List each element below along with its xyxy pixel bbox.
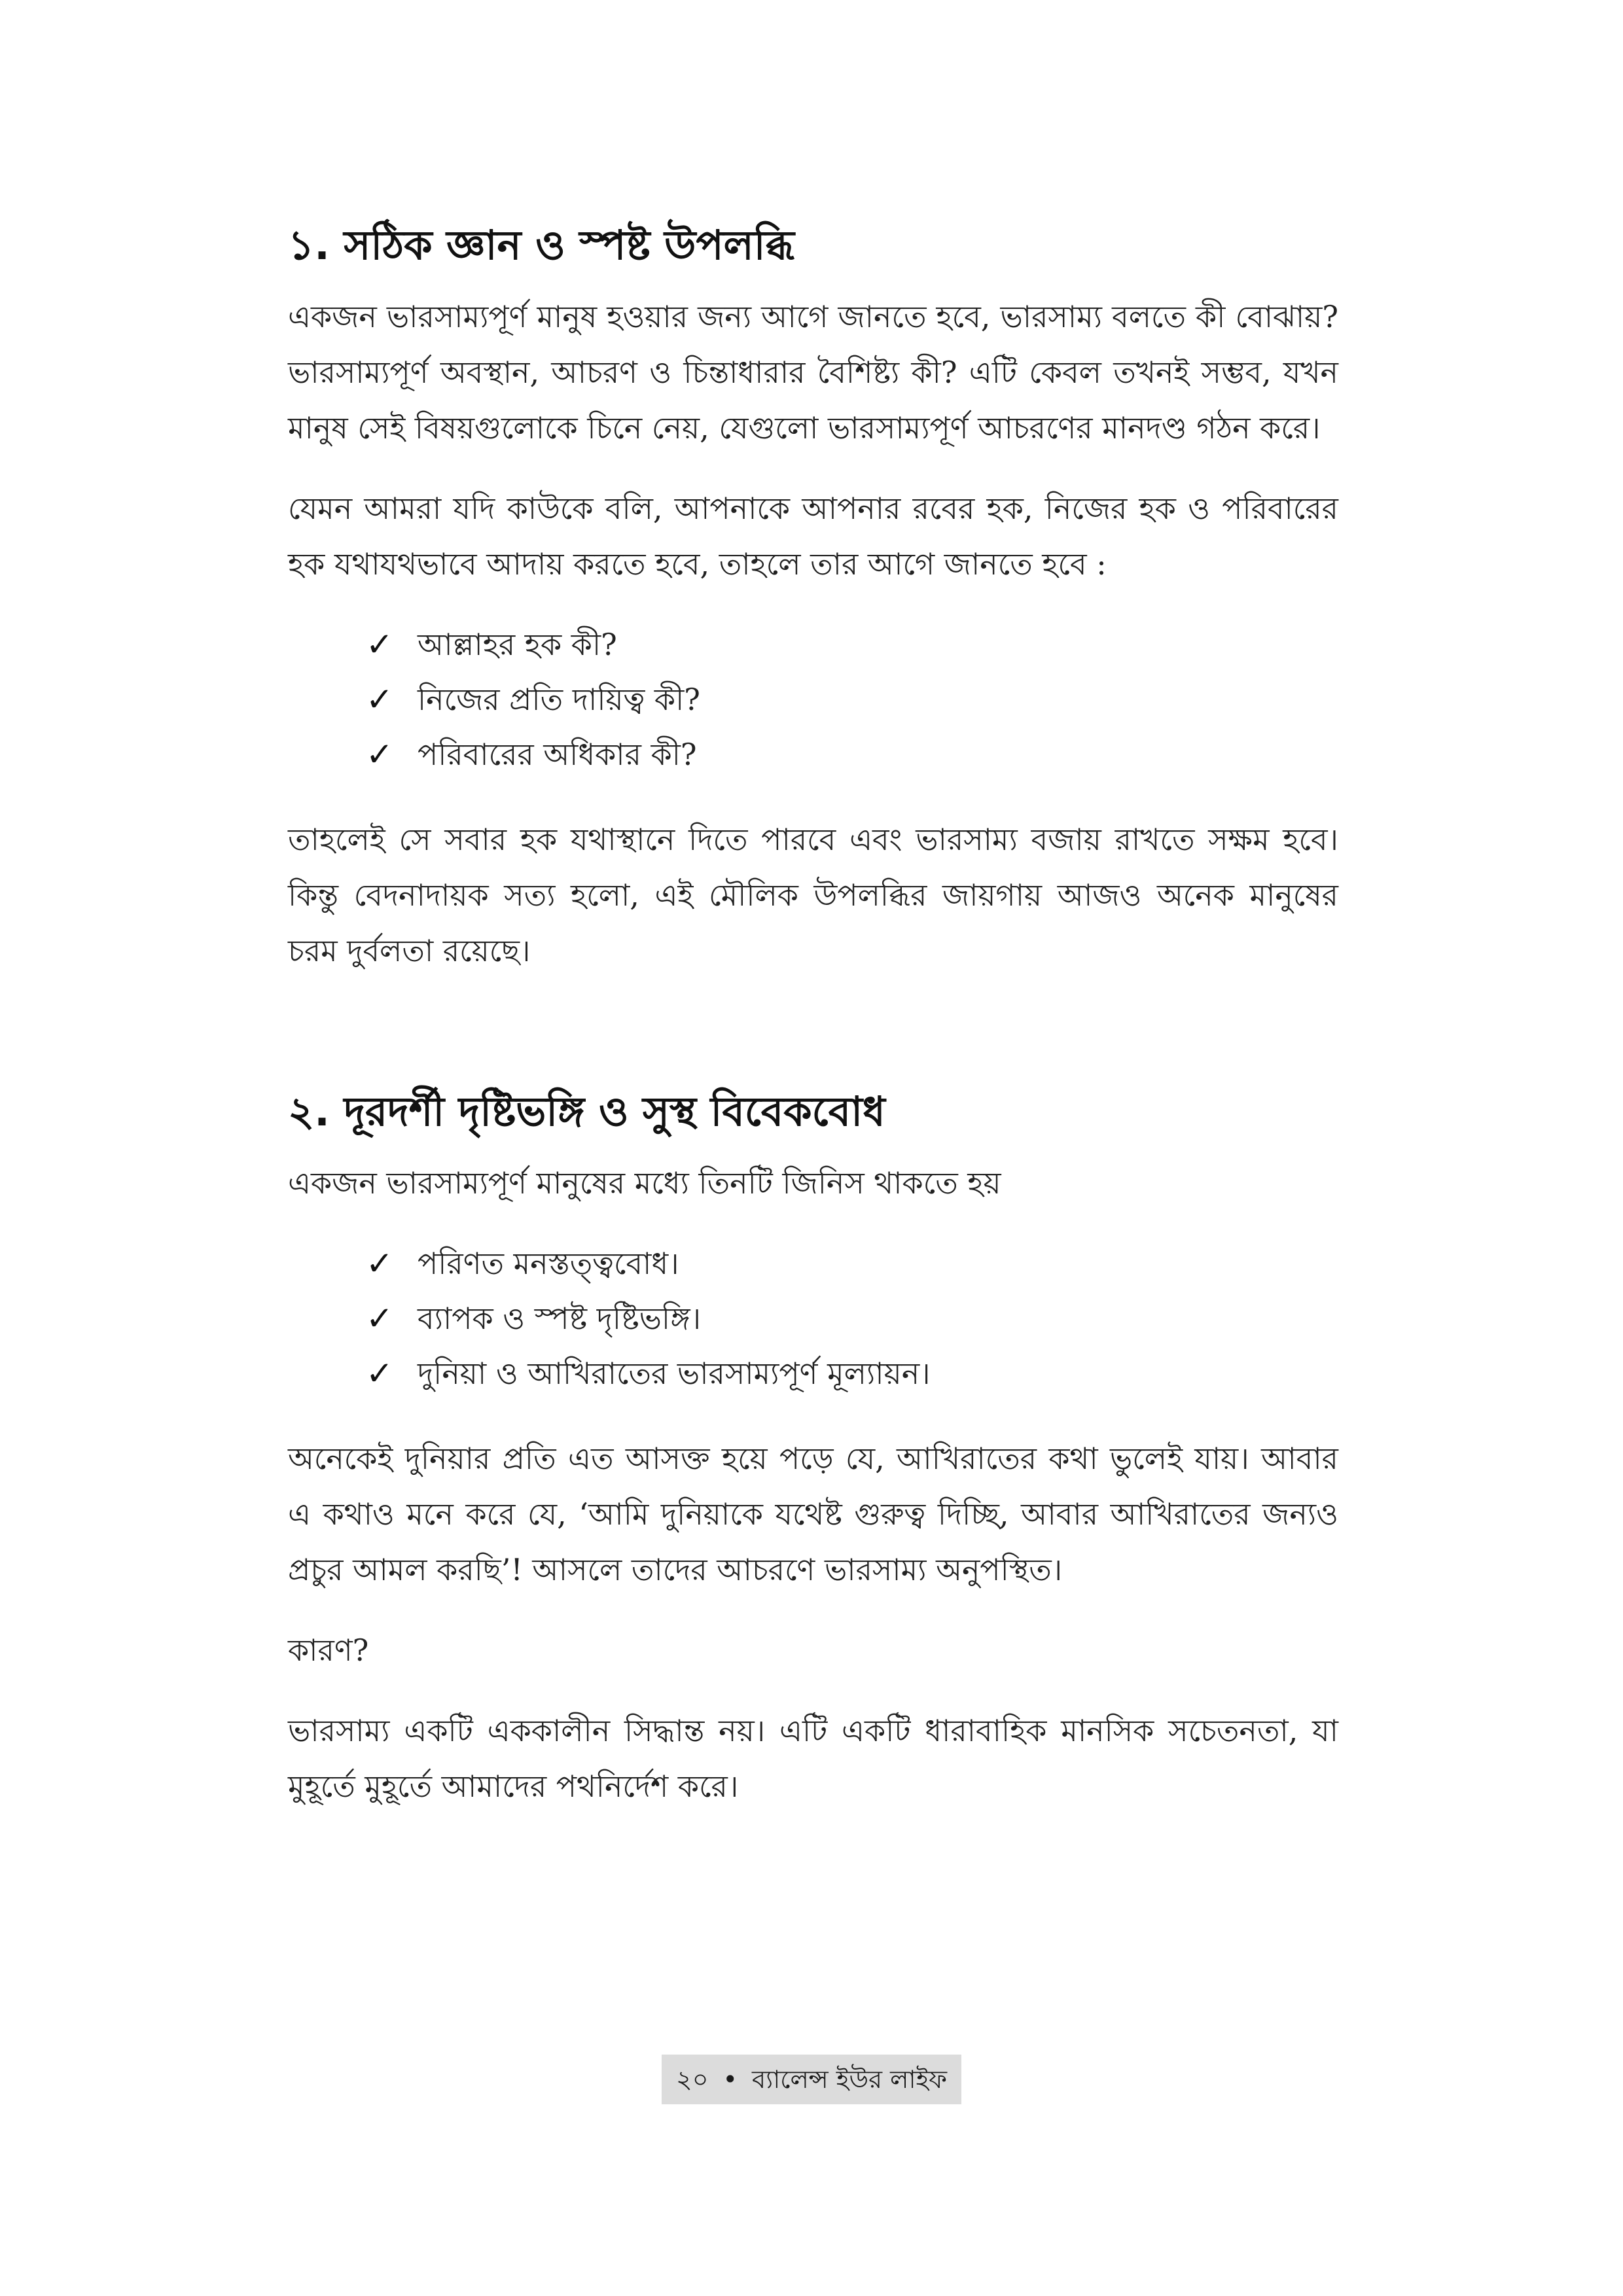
book-title: ব্যালেন্স ইউর লাইফ (752, 2065, 947, 2094)
section-2-intro: একজন ভারসাম্যপূর্ণ মানুষের মধ্যে তিনটি জিনিস থাকতে হয় (288, 1165, 1001, 1201)
checklist-item-text: দুনিয়া ও আখিরাতের ভারসাম্যপূর্ণ মূল্যায়ন। (418, 1356, 931, 1391)
checklist-item (360, 617, 1338, 672)
section-1-paragraph-3: তাহলেই সে সবার হক যথাস্থানে দিতে পারবে এবং ভারসাম্য বজায় রাখতে সক্ষম হবে। কিন্তু বেদনাদায়ক সত্য হলো, এই মৌলিক উপলব্ধির জায়গায় আজও অনেক মানুষের চরম দুর্বলতা রয়েছে। (288, 822, 1338, 968)
check-icon: ✓ (366, 626, 393, 663)
check-icon: ✓ (366, 680, 393, 718)
checklist-item (360, 1346, 1338, 1401)
checklist-item-text: আল্লাহর হক কী? (418, 627, 617, 662)
section-1-paragraph-1: একজন ভারসাম্যপূর্ণ মানুষ হওয়ার জন্য আগে জানতে হবে, ভারসাম্য বলতে কী বোঝায়? ভারসাম্যপূর্ণ অবস্থান, আচরণ ও চিন্তাধারার বৈশিষ্ট্য কী? এটি কেবল তখনই সম্ভব, যখন মানুষ সেই বিষয়গুলোকে চিনে নেয়, যেগুলো ভারসাম্যপূর্ণ আচরণের মানদণ্ড গঠন করে। (288, 299, 1338, 446)
check-icon: ✓ (366, 1245, 393, 1282)
page-footer (0, 2055, 1623, 2104)
check-icon: ✓ (366, 1299, 393, 1337)
section-1-heading: ১. সঠিক জ্ঞান ও স্পষ্ট উপলব্ধি (288, 221, 794, 269)
checklist-item (360, 1236, 1338, 1291)
checklist-item (360, 672, 1338, 727)
section-2-heading: ২. দূরদর্শী দৃষ্টিভঙ্গি ও সুস্থ বিবেকবোধ (288, 1087, 885, 1135)
page-content (288, 216, 1338, 1839)
checklist-item-text: পরিণত মনস্তত্ত্ববোধ। (418, 1246, 679, 1281)
section-2-checklist (288, 1236, 1338, 1401)
check-icon: ✓ (366, 735, 393, 773)
section-2-paragraph-1: অনেকেই দুনিয়ার প্রতি এত আসক্ত হয়ে পড়ে যে, আখিরাতের কথা ভুলেই যায়। আবার এ কথাও মনে করে যে, ‘আমি দুনিয়াকে যথেষ্ট গুরুত্ব দিচ্ছি, আবার আখিরাতের জন্যও প্রচুর আমল করছি’! আসলে তাদের আচরণে ভারসাম্য অনুপস্থিত। (288, 1441, 1338, 1587)
checklist-item-text: পরিবারের অধিকার কী? (418, 737, 697, 772)
checklist-item (360, 1291, 1338, 1346)
section-1-paragraph-2: যেমন আমরা যদি কাউকে বলি, আপনাকে আপনার রবের হক, নিজের হক ও পরিবারের হক যথাযথভাবে আদায় করতে হবে, তাহলে তার আগে জানতে হবে : (288, 491, 1338, 582)
checklist-item-text: নিজের প্রতি দায়িত্ব কী? (418, 682, 700, 717)
section-2-paragraph-3: ভারসাম্য একটি এককালীন সিদ্ধান্ত নয়। এটি একটি ধারাবাহিক মানসিক সচেতনতা, যা মুহূর্তে মুহূর্তে আমাদের পথনির্দেশ করে। (288, 1713, 1338, 1804)
checklist-item (360, 727, 1338, 782)
footer-badge (662, 2055, 961, 2104)
section-2-paragraph-2: কারণ? (288, 1633, 369, 1668)
section-1-checklist (288, 617, 1338, 782)
footer-separator: • (722, 2065, 738, 2094)
checklist-item-text: ব্যাপক ও স্পষ্ট দৃষ্টিভঙ্গি। (418, 1301, 702, 1336)
page-number: ২০ (676, 2065, 709, 2094)
section-divider (288, 1004, 1338, 1082)
check-icon: ✓ (366, 1354, 393, 1392)
